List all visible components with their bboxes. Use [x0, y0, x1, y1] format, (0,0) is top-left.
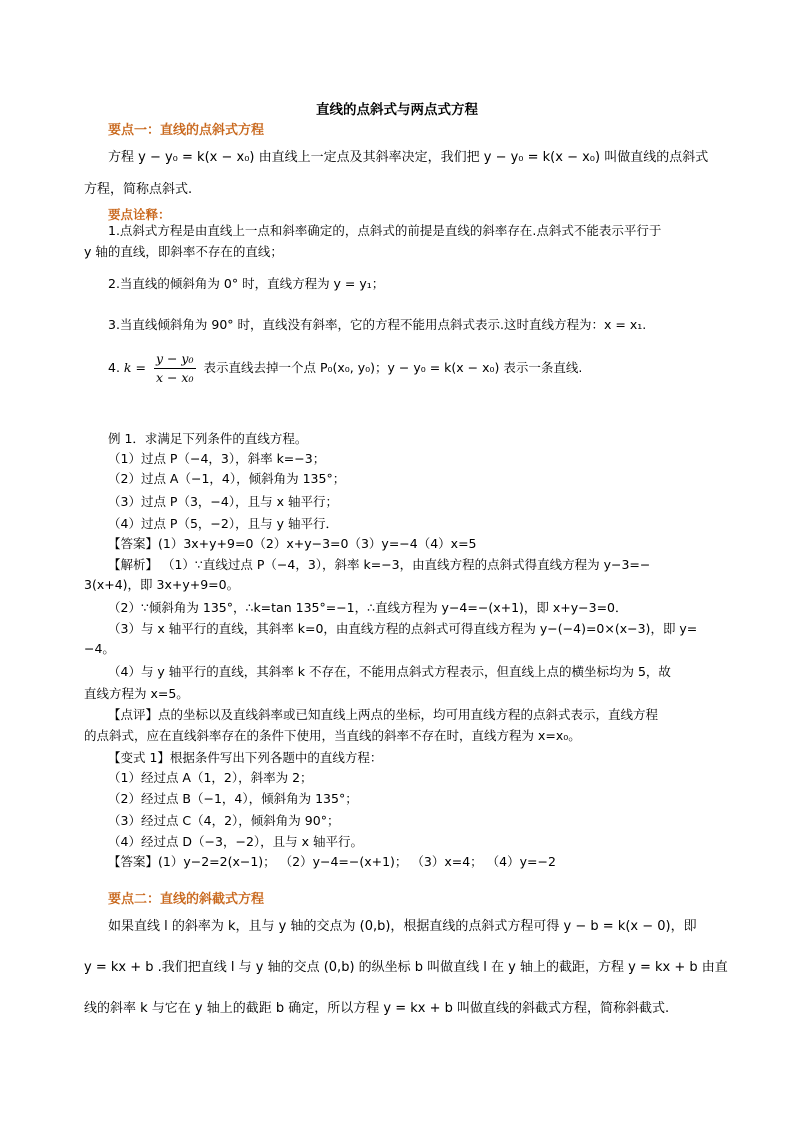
- variant-answer-line: 【答案】(1）y−2=2(x−1)； （2）y−4=−(x+1)； （3）x=4； （4）y=−2: [108, 854, 556, 869]
- note-4: [108, 348, 582, 388]
- example-line: 例 1．求满足下列条件的直线方程。: [108, 431, 308, 446]
- analysis-line: 3(x+4)，即 3x+y+9=0。: [84, 577, 240, 592]
- paragraph-line: 方程 y − y₀ = k(x − x₀) 由直线上一定点及其斜率决定，我们把 y − y₀ = k(x − x₀) 叫做直线的点斜式: [108, 150, 709, 165]
- analysis-line: 【解析】 （1）∵直线过点 P（−4，3），斜率 k=−3，由直线方程的点斜式得直线方程为 y−3=−: [108, 557, 651, 572]
- paragraph-line: 如果直线 l 的斜率为 k，且与 y 轴的交点为 (0,b)，根据直线的点斜式方程可得 y − b = k(x − 0)，即: [108, 919, 697, 934]
- note-line: 1.点斜式方程是由直线上一点和斜率确定的，点斜式的前提是直线的斜率存在.点斜式不能表示平行于: [108, 223, 662, 238]
- example-line: （3）过点 P（3，−4），且与 x 轴平行；: [108, 494, 338, 509]
- variant-line: （1）经过点 A（1，2），斜率为 2；: [108, 770, 313, 785]
- section-heading-slope-intercept: 要点二：直线的斜截式方程: [108, 892, 265, 907]
- example-line: （4）过点 P（5，−2），且与 y 轴平行．: [108, 516, 338, 531]
- paragraph-line: 方程，简称点斜式.: [84, 182, 193, 197]
- variant-line: （3）经过点 C（4，2），倾斜角为 90°；: [108, 813, 340, 828]
- section-heading-point-slope: 要点一：直线的点斜式方程: [108, 123, 265, 138]
- note-line: 2.当直线的倾斜角为 0° 时，直线方程为 y = y₁；: [108, 276, 385, 291]
- note-line: y 轴的直线，即斜率不存在的直线；: [84, 244, 283, 259]
- paragraph-line: y = kx + b .我们把直线 l 与 y 轴的交点 (0,b) 的纵坐标 b 叫做直线 l 在 y 轴上的截距，方程 y = kx + b 由直: [84, 960, 728, 975]
- notes-heading: 要点诠释：: [108, 207, 171, 222]
- comment-line: 的点斜式，应在直线斜率存在的条件下使用，当直线的斜率不存在时，直线方程为 x=x₀。: [84, 728, 581, 743]
- note-4-text: 表示直线去掉一个点 P₀(x₀, y₀)；y − y₀ = k(x − x₀) 表示一条直线.: [203, 360, 583, 375]
- analysis-line: 直线方程为 x=5。: [84, 686, 189, 701]
- page-title: 直线的点斜式与两点式方程: [316, 102, 478, 118]
- answer-line: 【答案】(1）3x+y+9=0（2）x+y−3=0（3）y=−4（4）x=5: [108, 536, 477, 551]
- note-4-prefix: 4.: [108, 360, 120, 375]
- note-4-k: k =: [123, 360, 146, 375]
- slope-fraction: [154, 350, 196, 387]
- variant-line: （4）经过点 D（−3，−2），且与 x 轴平行。: [108, 834, 363, 849]
- variant-line: （2）经过点 B（−1，4），倾斜角为 135°；: [108, 791, 358, 806]
- analysis-line: （2）∵倾斜角为 135°，∴k=tan 135°=−1，∴直线方程为 y−4=−(x+1)，即 x+y−3=0．: [108, 600, 628, 615]
- paragraph-line: 线的斜率 k 与它在 y 轴上的截距 b 确定，所以方程 y = kx + b 叫做直线的斜截式方程，简称斜截式.: [84, 1001, 670, 1016]
- analysis-line: （4）与 y 轴平行的直线，其斜率 k 不存在，不能用点斜式方程表示，但直线上点的横坐标均为 5，故: [108, 664, 671, 679]
- variant-line: 【变式 1】根据条件写出下列各题中的直线方程：: [108, 750, 383, 765]
- fraction-numerator: y − y₀: [154, 350, 196, 369]
- example-line: （1）过点 P（−4，3），斜率 k=−3；: [108, 451, 326, 466]
- note-line: 3.当直线倾斜角为 90° 时，直线没有斜率，它的方程不能用点斜式表示.这时直线方程为：x = x₁.: [108, 317, 647, 332]
- fraction-denominator: x − x₀: [155, 370, 194, 385]
- analysis-line: （3）与 x 轴平行的直线，其斜率 k=0，由直线方程的点斜式可得直线方程为 y−(−4)=0×(x−3)，即 y=: [108, 621, 698, 636]
- comment-line: 【点评】点的坐标以及直线斜率或已知直线上两点的坐标，均可用直线方程的点斜式表示，直线方程: [108, 707, 659, 722]
- analysis-line: −4。: [84, 641, 115, 656]
- example-line: （2）过点 A（−1，4），倾斜角为 135°；: [108, 471, 346, 486]
